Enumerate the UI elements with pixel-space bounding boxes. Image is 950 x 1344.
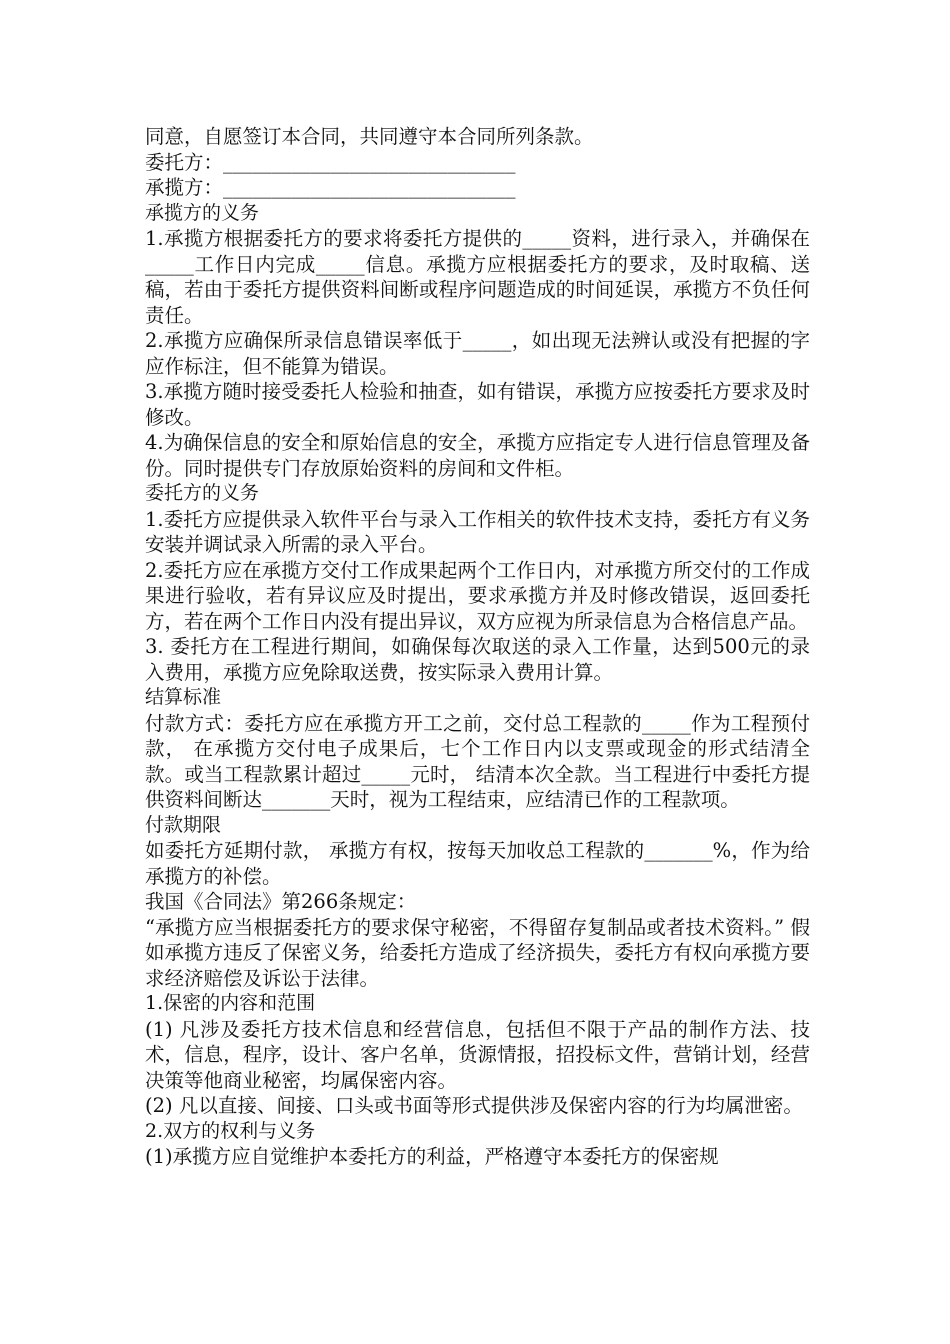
late-payment-paragraph: 如委托方延期付款， 承揽方有权，按每天加收总工程款的_______%，作为给承揽方的补偿。: [145, 839, 810, 888]
confidential-scope-item-2: (2) 凡以直接、间接、口头或书面等形式提供涉及保密内容的行为均属泄密。: [145, 1094, 803, 1117]
section-heading-contractor-duties: 承揽方的义务: [145, 201, 260, 224]
section-heading-client-duties: 委托方的义务: [145, 482, 260, 504]
payment-method-paragraph: 付款方式：委托方应在承揽方开工之前，交付总工程款的_____作为工程预付款， 在承揽方交付电子成果后，七个工作日内以支票或现金的形式结清全款。或当工程款累计超过_____元时， 结清本次全款。当工程进行中委托方提供资料间断达_______天时，视为工程结束，应结清已作的工程款项。: [145, 711, 810, 811]
client-duty-3: 3. 委托方在工程进行期间，如确保每次取送的录入工作量，达到500元的录入费用，承揽方应免除取送费，按实际录入费用计算。: [145, 635, 810, 684]
rights-obligations-item-1: (1)承揽方应自觉维护本委托方的利益，严格遵守本委托方的保密规: [145, 1145, 719, 1168]
section-heading-settlement: 结算标准: [145, 686, 222, 708]
contract-law-reference: 我国《合同法》第266条规定：: [145, 890, 417, 913]
contractor-duty-2: 2.承揽方应确保所录信息错误率低于_____，如出现无法辨认或没有把握的字应作标注，但不能算为错误。: [145, 329, 810, 378]
section-heading-rights-obligations: 2.双方的权利与义务: [145, 1119, 316, 1142]
contractor-duty-4: 4.为确保信息的安全和原始信息的安全，承揽方应指定专人进行信息管理及备份。同时提供专门存放原始资料的房间和文件柜。: [145, 431, 810, 480]
client-signature-line: 委托方：______________________________: [145, 150, 516, 174]
contractor-duty-3: 3.承揽方随时接受委托人检验和抽查，如有错误，承揽方应按委托方要求及时修改。: [145, 380, 810, 429]
contractor-duty-1: 1.承揽方根据委托方的要求将委托方提供的_____资料，进行录入，并确保在_____工作日内完成_____信息。承揽方应根据委托方的要求，及时取稿、送稿，若由于委托方提供资料间断或程序问题造成的时间延误，承揽方不负任何责任。: [145, 227, 810, 327]
section-heading-confidential-scope: 1.保密的内容和范围: [145, 992, 316, 1014]
confidentiality-quote: “承揽方应当根据委托方的要求保守秘密，不得留存复制品或者技术资料。” 假如承揽方违反了保密义务，给委托方造成了经济损失，委托方有权向承揽方要求经济赔偿及诉讼于法律。: [145, 915, 810, 990]
client-duty-2: 2.委托方应在承揽方交付工作成果起两个工作日内，对承揽方所交付的工作成果进行验收，若有异议应及时提出，要求承揽方并及时修改错误，返回委托方，若在两个工作日内没有提出异议，双方应视为所录信息为合格信息产品。: [145, 558, 810, 633]
confidential-scope-item-1: (1) 凡涉及委托方技术信息和经营信息，包括但不限于产品的制作方法、技术，信息，程序，设计、客户名单，货源情报，招投标文件，营销计划，经营决策等他商业秘密，均属保密内容。: [145, 1017, 810, 1092]
contractor-signature-line: 承揽方：______________________________: [145, 176, 516, 199]
document-page: [145, 124, 810, 1170]
client-duty-1: 1.委托方应提供录入软件平台与录入工作相关的软件技术支持，委托方有义务安装并调试录入所需的录入平台。: [145, 507, 810, 556]
intro-paragraph: 同意，自愿签订本合同，共同遵守本合同所列条款。: [145, 125, 594, 148]
section-heading-payment-term: 付款期限: [145, 813, 222, 836]
